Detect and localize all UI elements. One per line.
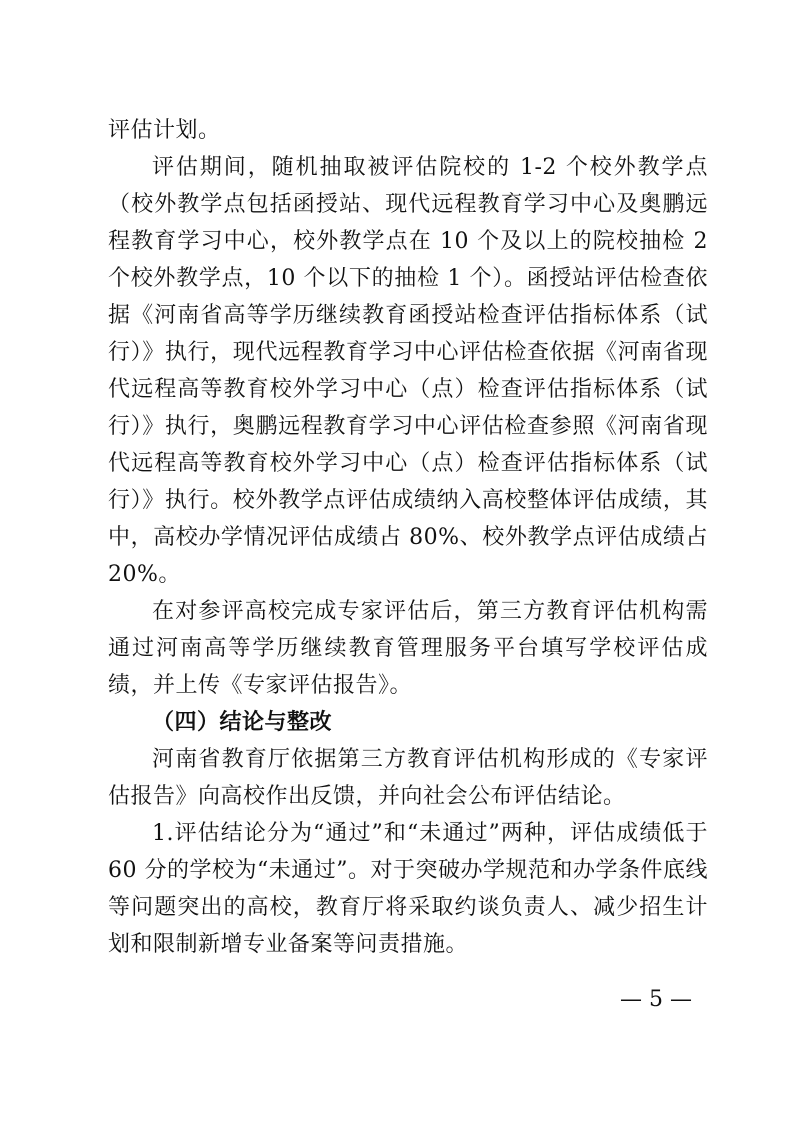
section-heading: （四）结论与整改: [152, 709, 333, 735]
document-body: [108, 112, 708, 963]
page-number: — 5 —: [620, 987, 692, 1012]
paragraph-evaluation-period: 评估期间，随机抽取被评估院校的 1-2 个校外教学点（校外教学点包括函授站、现代远程教育学习中心及奥鹏远程教育学习中心，校外教学点在 10 个及以上的院校抽检 2 个校外教学点，10 个以下的抽检 1 个）。函授站评估检查依据《河南省高等学历继续教育函授站检查评估指标体系（试行）》执行，现代远程教育学习中心评估检查依据《河南省现代远程高等教育校外学习中心（点）检查评估指标体系（试行）》执行，奥鹏远程教育学习中心评估检查参照《河南省现代远程高等教育校外学习中心（点）检查评估指标体系（试行）》执行。校外教学点评估成绩纳入高校整体评估成绩，其中，高校办学情况评估成绩占 80%、校外教学点评估成绩占 20%。: [108, 155, 708, 587]
paragraph-conclusion-rules: 1.评估结论分为“通过”和“未通过”两种，评估成绩低于 60 分的学校为“未通过”。对于突破办学规范和办学条件底线等问题突出的高校，教育厅将采取约谈负责人、减少招生计划和限制新增专业备案等问责措施。: [108, 821, 708, 957]
paragraph-continuation: 评估计划。: [108, 118, 221, 143]
paragraph-expert-report: 在对参评高校完成专家评估后，第三方教育评估机构需通过河南高等学历继续教育管理服务平台填写学校评估成绩，并上传《专家评估报告》。: [108, 599, 708, 698]
paragraph-feedback: 河南省教育厅依据第三方教育评估机构形成的《专家评估报告》向高校作出反馈，并向社会公布评估结论。: [108, 747, 708, 809]
